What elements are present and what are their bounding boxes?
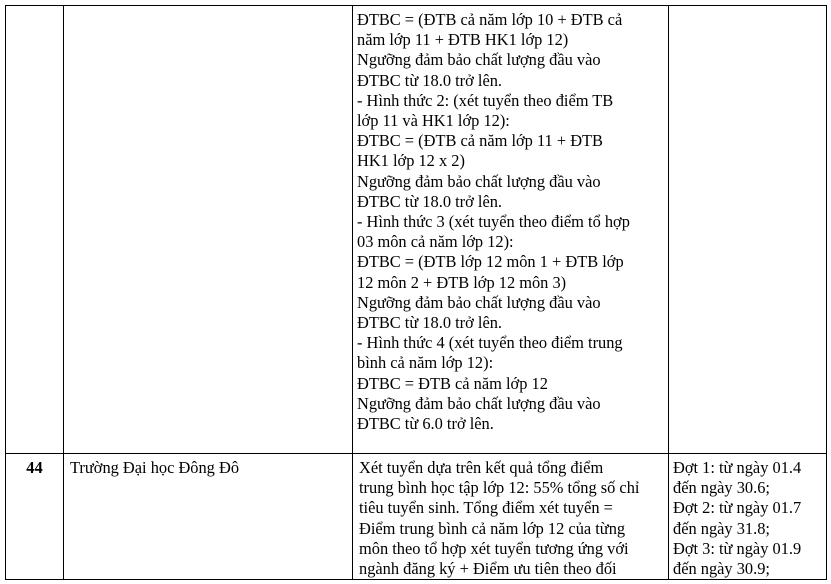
text-line: Đợt 2: từ ngày 01.7 [673,498,802,518]
text-line: 12 môn 2 + ĐTB lớp 12 môn 3) [357,272,567,292]
text-line: Ngưỡng đảm bảo chất lượng đầu vào [357,171,601,191]
text-line: Ngưỡng đảm bảo chất lượng đầu vào [357,393,601,413]
school-cell [64,454,353,580]
criteria-text [353,454,668,579]
text-line: ĐTBC từ 6.0 trở lên. [357,414,494,434]
text-line: đến ngày 30.6; [673,478,770,498]
text-line: bình cả năm lớp 12): [357,353,494,373]
text-line: ngành đăng ký + Điểm ưu tiên theo đối [359,559,617,579]
text-line: lớp 11 và HK1 lớp 12): [357,111,510,131]
text-line: Ngưỡng đảm bảo chất lượng đầu vào [357,50,601,70]
criteria-text [353,6,668,434]
dates-cell [669,6,827,454]
text-line: - Hình thức 2: (xét tuyển theo điểm TB [357,90,614,110]
text-line: ĐTBC = (ĐTB lớp 12 môn 1 + ĐTB lớp [357,252,624,272]
text-line: Xét tuyển dựa trên kết quả tổng điểm [359,458,604,477]
table-row [6,6,827,454]
text-line: trung bình học tập lớp 12: 55% tổng số chỉ [359,478,640,498]
text-line: năm lớp 11 + ĐTB HK1 lớp 12) [357,30,569,50]
text-line: - Hình thức 3 (xét tuyển theo điểm tổ hợp [357,212,630,232]
criteria-cell [353,454,669,580]
dates-text [669,454,826,579]
admissions-table [5,5,827,580]
text-line: đến ngày 30.9; [673,559,770,579]
text-line: tiêu tuyển sinh. Tổng điểm xét tuyển = [359,498,613,518]
text-line: ĐTBC từ 18.0 trở lên. [357,70,503,90]
text-line: Đợt 1: từ ngày 01.4 [673,458,802,477]
text-line: ĐTBC = (ĐTB cả năm lớp 11 + ĐTB [357,131,603,151]
text-line: Đợt 3: từ ngày 01.9 [673,538,802,558]
table-row [6,454,827,580]
number-cell [6,6,64,454]
school-cell [64,6,353,454]
text-line: ĐTBC từ 18.0 trở lên. [357,191,503,211]
school-name: Trường Đại học Đông Đô [70,458,240,477]
text-line: ĐTBC từ 18.0 trở lên. [357,313,503,333]
criteria-cell [353,6,669,454]
text-line: HK1 lớp 12 x 2) [357,151,465,171]
text-line: ĐTBC = (ĐTB cả năm lớp 10 + ĐTB cả [357,10,623,29]
text-line: Điểm trung bình cả năm lớp 12 của từng [359,518,626,538]
text-line: môn theo tổ hợp xét tuyển tương ứng với [359,538,629,558]
dates-cell [669,454,827,580]
row-number: 44 [26,458,43,477]
number-cell [6,454,64,580]
text-line: 03 môn cả năm lớp 12): [357,232,514,252]
text-line: Ngưỡng đảm bảo chất lượng đầu vào [357,292,601,312]
text-line: - Hình thức 4 (xét tuyển theo điểm trung [357,333,623,353]
text-line: đến ngày 31.8; [673,518,770,538]
text-line: ĐTBC = ĐTB cả năm lớp 12 [357,373,548,393]
